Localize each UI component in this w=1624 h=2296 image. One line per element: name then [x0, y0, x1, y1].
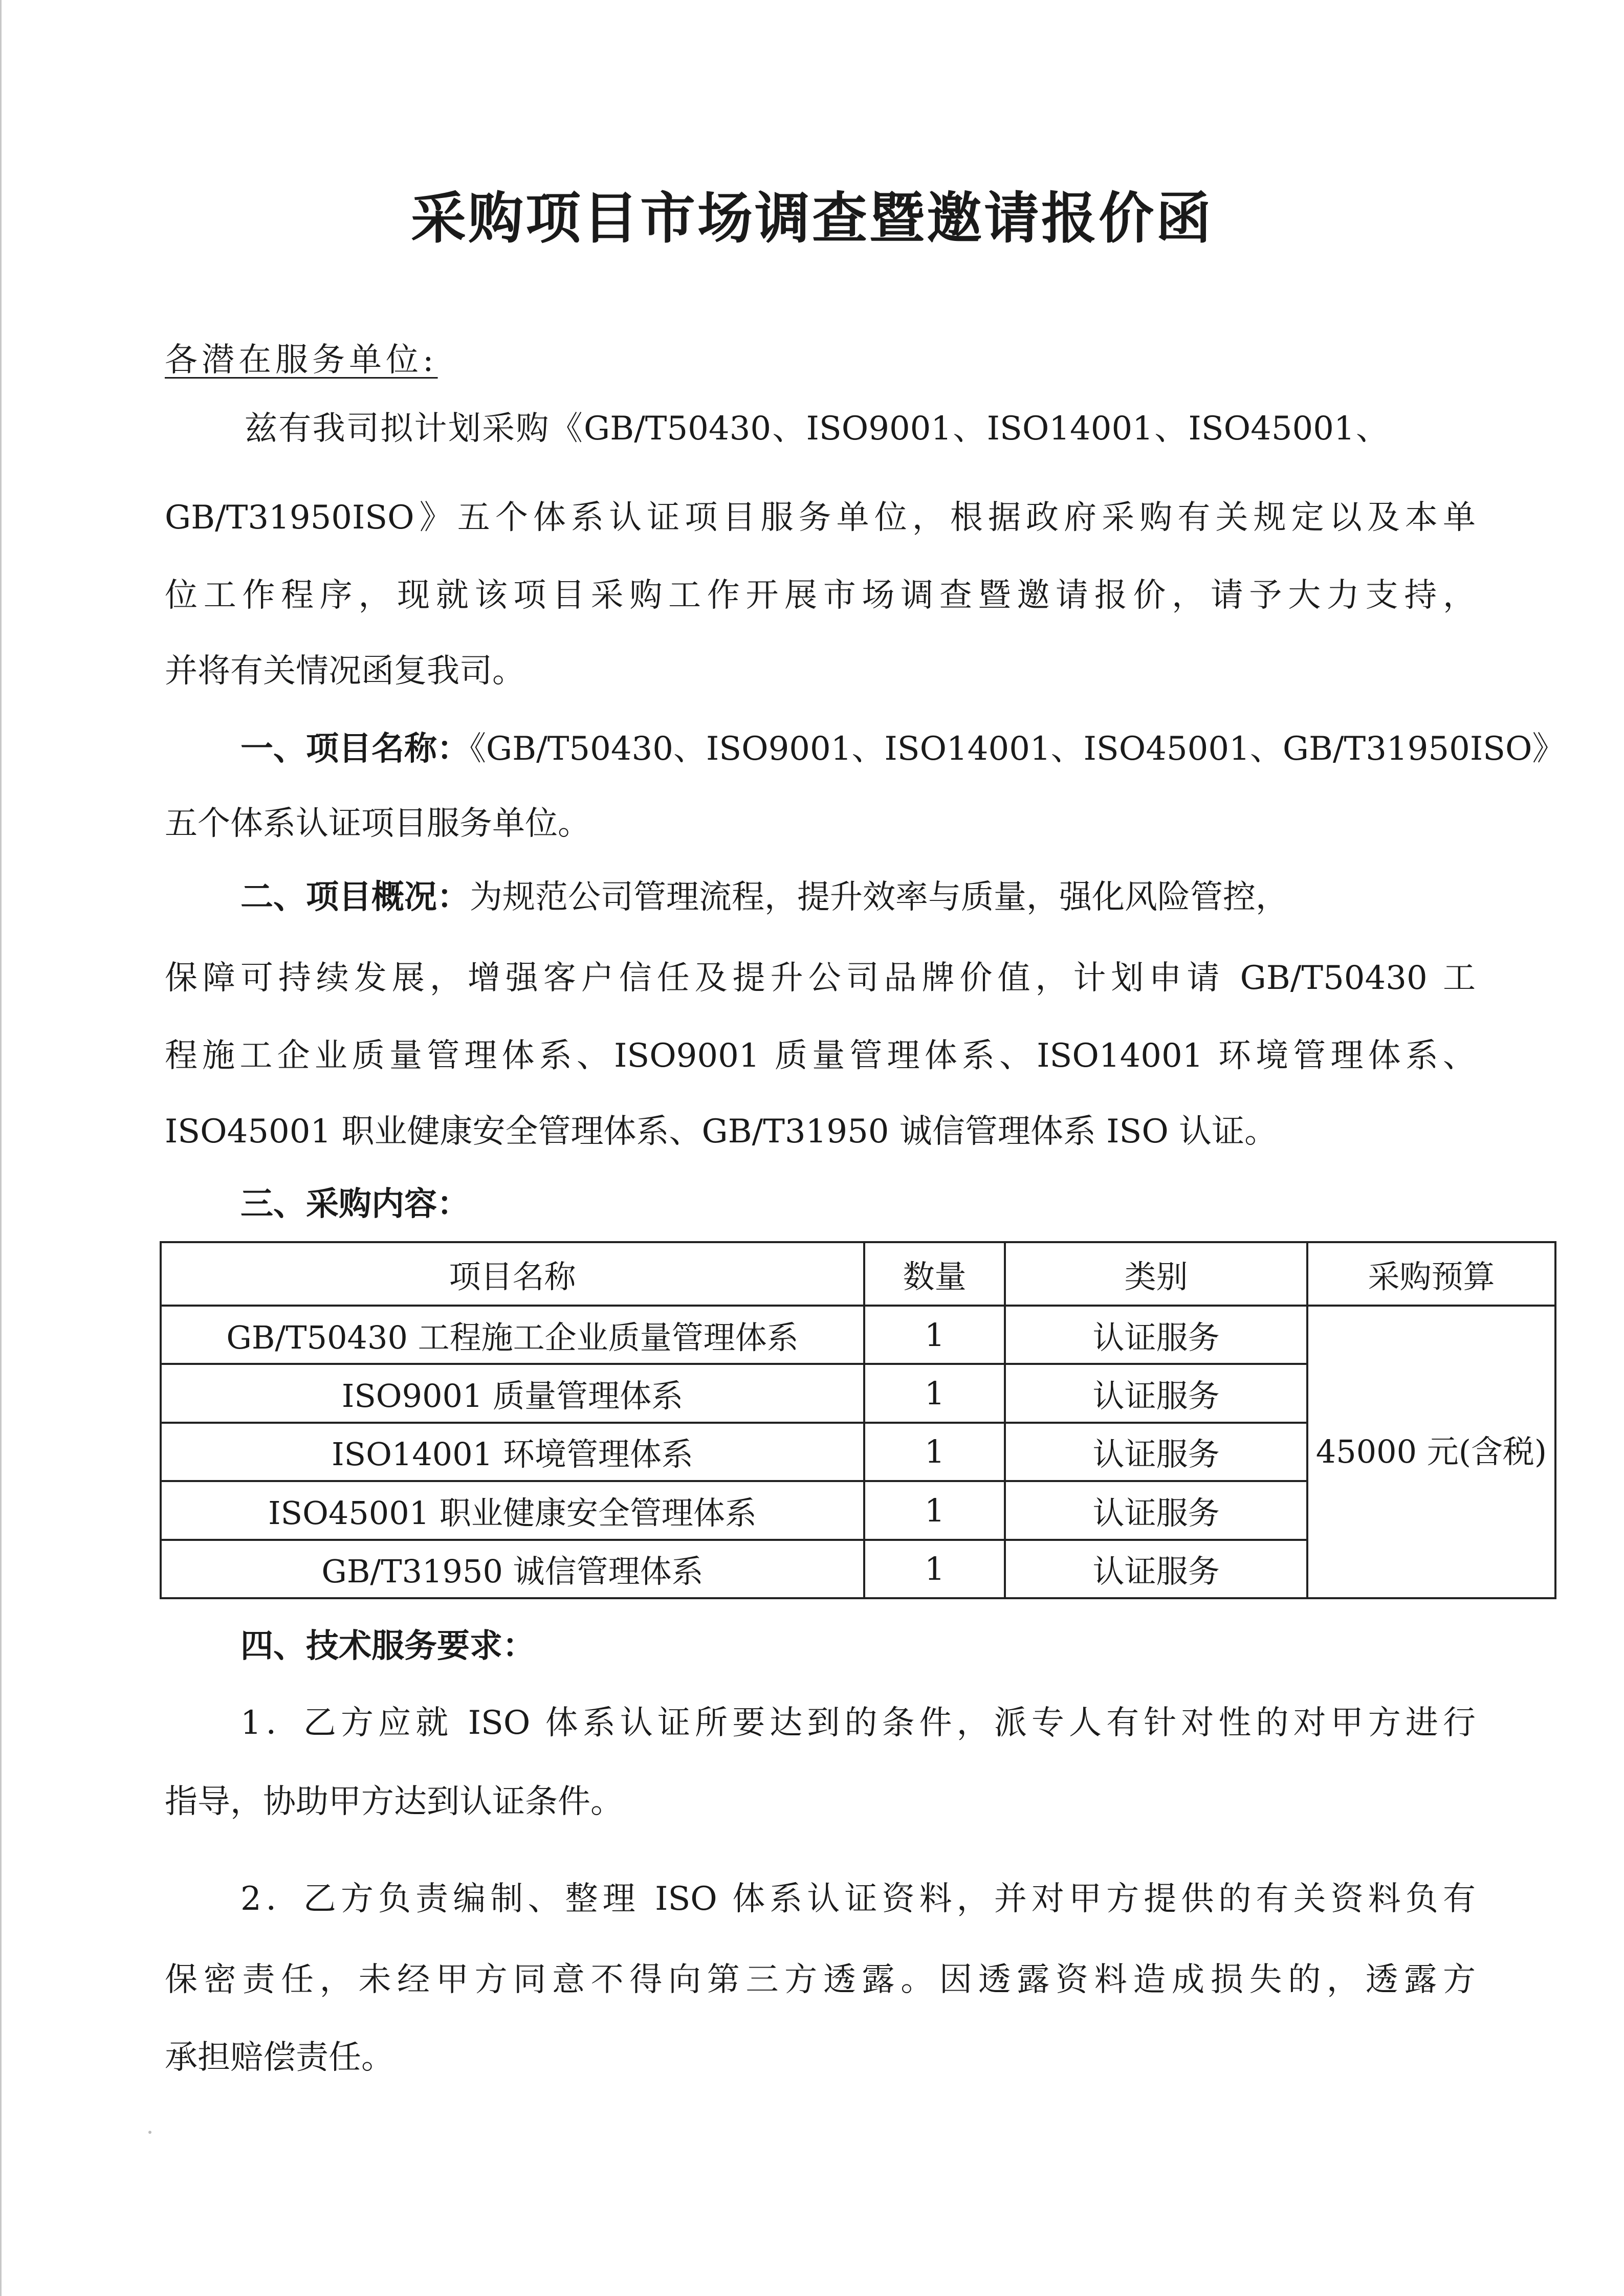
- cell-item-name: ISO9001 质量管理体系: [161, 1364, 864, 1422]
- intro-line-1: 兹有我司拟计划采购《GB/T50430、ISO9001、ISO14001、ISO45001、: [245, 410, 1389, 448]
- cell-quantity: 1: [864, 1423, 1005, 1481]
- section-2-line-2: 保障可持续发展，增强客户信任及提升公司品牌价值，计划申请 GB/T50430 工: [165, 959, 1476, 997]
- page-edge: [0, 0, 2, 2296]
- intro-line-3: 位工作程序，现就该项目采购工作开展市场调查暨邀请报价，请予大力支持，: [165, 577, 1476, 614]
- requirement-1-line-1: 1．乙方应就 ISO 体系认证所要达到的条件，派专人有针对性的对甲方进行: [240, 1704, 1476, 1742]
- salutation: 各潜在服务单位:: [165, 341, 438, 379]
- header-budget: 采购预算: [1307, 1242, 1555, 1306]
- section-1-heading: 一、项目名称：: [240, 730, 470, 768]
- intro-line-4: 并将有关情况函复我司。: [165, 652, 525, 690]
- requirement-2-line-1: 2．乙方负责编制、整理 ISO 体系认证资料，并对甲方提供的有关资料负有: [240, 1880, 1476, 1918]
- cell-category: 认证服务: [1005, 1481, 1307, 1539]
- header-item-name: 项目名称: [161, 1242, 864, 1306]
- section-1: [240, 730, 1565, 768]
- requirement-2-line-3: 承担赔偿责任。: [165, 2039, 394, 2077]
- cell-item-name: ISO45001 职业健康安全管理体系: [161, 1481, 864, 1539]
- section-2-line-4: ISO45001 职业健康安全管理体系、GB/T31950 诚信管理体系 ISO 认证。: [165, 1113, 1278, 1151]
- cell-category: 认证服务: [1005, 1364, 1307, 1422]
- table-row: [161, 1306, 1555, 1364]
- cell-quantity: 1: [864, 1364, 1005, 1422]
- table-header-row: [161, 1242, 1555, 1306]
- cell-item-name: ISO14001 环境管理体系: [161, 1423, 864, 1481]
- section-2-text: 为规范公司管理流程，提升效率与质量，强化风险管控，: [470, 878, 1288, 916]
- cell-item-name: GB/T50430 工程施工企业质量管理体系: [161, 1306, 864, 1364]
- section-4-heading: 四、技术服务要求：: [240, 1627, 535, 1665]
- cell-category: 认证服务: [1005, 1423, 1307, 1481]
- requirement-2-line-2: 保密责任，未经甲方同意不得向第三方透露。因透露资料造成损失的，透露方: [165, 1961, 1476, 1999]
- requirement-1-line-2: 指导，协助甲方达到认证条件。: [165, 1783, 623, 1821]
- cell-quantity: 1: [864, 1540, 1005, 1598]
- document-title: 采购项目市场调查暨邀请报价函: [410, 187, 1213, 251]
- section-2-line-3: 程施工企业质量管理体系、ISO9001 质量管理体系、ISO14001 环境管理体系、: [165, 1037, 1476, 1075]
- scan-dot: [148, 2131, 151, 2134]
- section-2-heading: 二、项目概况：: [240, 878, 470, 916]
- cell-item-name: GB/T31950 诚信管理体系: [161, 1540, 864, 1598]
- header-category: 类别: [1005, 1242, 1307, 1306]
- section-1-line-2: 五个体系认证项目服务单位。: [165, 805, 590, 843]
- cell-budget: 45000 元(含税): [1307, 1306, 1555, 1598]
- cell-quantity: 1: [864, 1481, 1005, 1539]
- section-2: [240, 878, 1288, 916]
- cell-category: 认证服务: [1005, 1540, 1307, 1598]
- header-quantity: 数量: [864, 1242, 1005, 1306]
- cell-category: 认证服务: [1005, 1306, 1307, 1364]
- procurement-table: [160, 1241, 1556, 1599]
- section-3-heading: 三、采购内容：: [240, 1185, 470, 1223]
- cell-quantity: 1: [864, 1306, 1005, 1364]
- intro-line-2: GB/T31950ISO》五个体系认证项目服务单位，根据政府采购有关规定以及本单: [165, 499, 1476, 537]
- section-1-text: 《GB/T50430、ISO9001、ISO14001、ISO45001、GB/T31950ISO》: [470, 730, 1565, 768]
